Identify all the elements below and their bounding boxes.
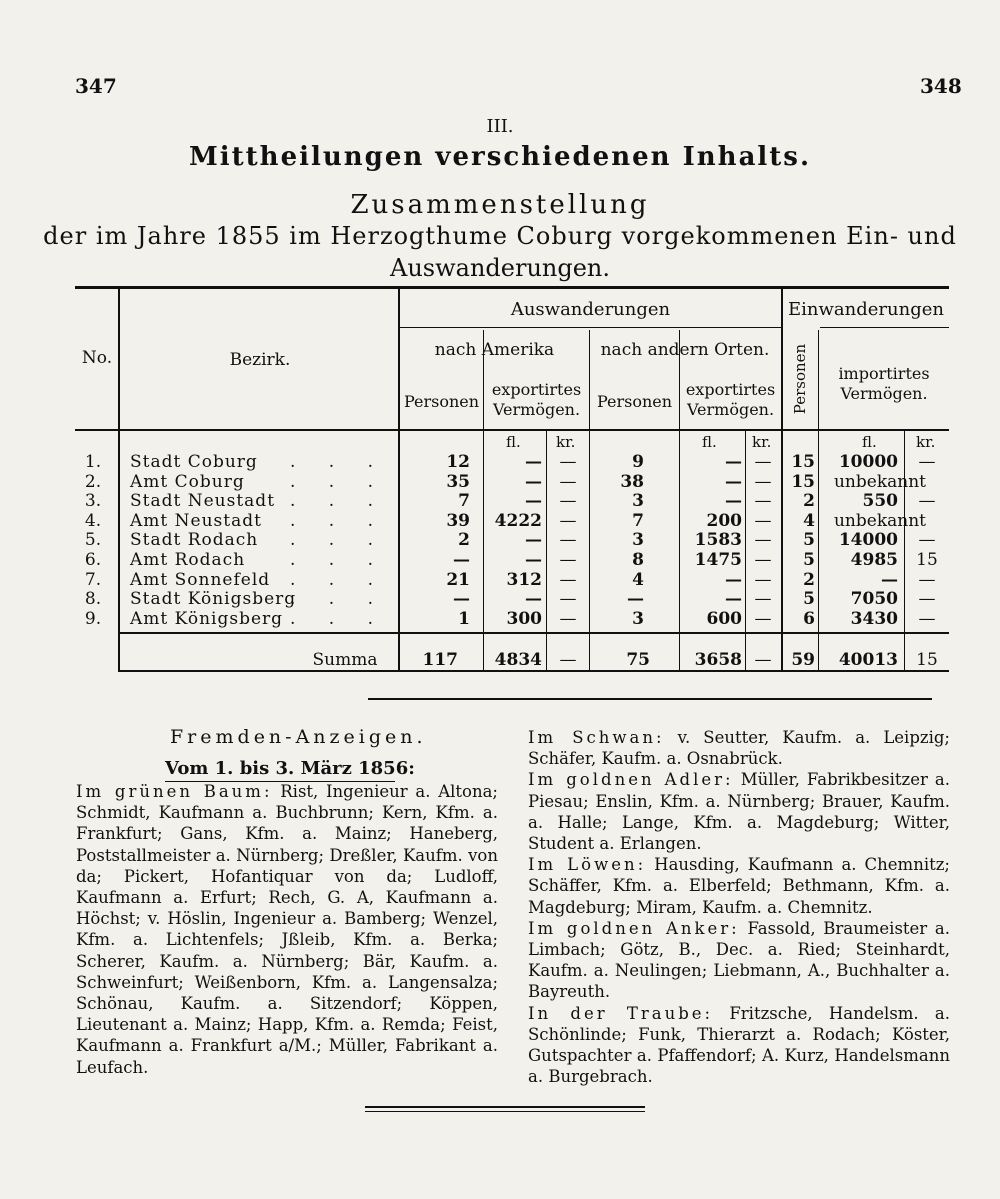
leader-dots: . . . [290,608,388,629]
header-nach-amerika: nach Amerika [434,340,555,360]
row-orten-kr: — [754,530,772,551]
row-amerika-kr: — [559,569,577,590]
header-no: No. [81,348,113,368]
header-exportirtes-line1: exportirtes [685,380,776,399]
row-amerika-personen: 12 [446,452,470,472]
row-no: 1. [84,452,102,472]
row-amerika-personen: 7 [458,491,470,512]
row-ein-personen: 5 [803,530,815,551]
row-amerika-fl: — [525,471,542,492]
row-orten-kr: — [754,510,772,531]
row-ein-personen: 5 [803,550,815,570]
row-no: 8. [84,589,102,610]
row-no: 5. [84,530,102,551]
header-importirtes-line1: importirtes [838,364,930,383]
row-no: 9. [84,608,102,629]
row-ein-kr: — [918,569,936,590]
row-amerika-kr: — [559,510,577,531]
header-importirtes-line2: Vermögen. [840,384,928,403]
row-orten-personen: 38 [620,471,644,492]
row-ein-kr: — [918,608,936,629]
row-ein-fl: 7050 [850,589,898,610]
row-ein-fl: 10000 [838,452,898,472]
hotel-name: Im Schwan: [528,728,665,747]
row-no: 7. [84,569,102,590]
guest-list: v. Seutter, Kaufm. a. Leipzig; Schäfer, Kaufm. a. Osnabrück. [528,728,950,769]
row-amerika-personen: — [453,550,470,570]
leader-dots: . . . [290,589,388,610]
row-amerika-personen: — [453,589,470,610]
summa-ein-fl: 40013 [838,650,898,670]
row-no: 2. [84,471,102,492]
row-amerika-kr: — [559,491,577,512]
row-bezirk: Stadt Coburg [130,452,258,472]
header-amerika-personen: Personen [403,392,480,411]
leader-dots: . . . [290,471,388,492]
guest-entry [528,727,950,769]
row-orten-kr: — [754,589,772,610]
leader-dots: . . . [290,452,388,472]
row-ein-fl: — [881,569,898,590]
end-rule-thin [365,1111,645,1112]
guest-list: Hausding, Kaufmann a. Chemnitz; Schäffer, Kfm. a. Elberfeld; Bethmann, Kfm. a. Magdeburg; Miram, Kaufm. a. Chemnitz. [528,855,950,917]
header-orten-exportirtes [680,380,781,420]
row-orten-kr: — [754,569,772,590]
header-ein-personen: Personen [791,343,809,415]
row-orten-fl: — [725,569,742,590]
left-column [76,781,498,1078]
row-orten-fl: 1475 [694,550,742,570]
row-amerika-fl: — [525,452,542,472]
row-orten-kr: — [754,491,772,512]
row-amerika-fl: 312 [506,569,542,590]
header-nach-andern-orten: nach andern Orten. [600,340,770,360]
summa-orten-personen: 75 [626,650,650,670]
row-amerika-fl: 4222 [494,510,542,531]
header-amerika-exportirtes [484,380,589,420]
header-bezirk: Bezirk. [229,350,291,370]
header-exportirtes-line2: Vermögen. [686,400,775,419]
leader-dots: . . . [290,530,388,551]
row-ein-kr: — [918,530,936,551]
row-ein-kr: 15 [916,550,938,570]
row-orten-personen: 7 [632,510,644,531]
row-orten-fl: 1583 [694,530,742,551]
row-amerika-kr: — [559,608,577,629]
unit-kr: kr. [916,433,936,451]
row-amerika-personen: 1 [458,608,470,629]
row-ein-fl: unbekannt [833,510,926,531]
summa-ein-personen: 59 [791,650,815,670]
row-ein-personen: 4 [803,510,815,531]
summa-ein-kr: 15 [916,650,938,670]
summa-label: Summa [312,650,378,670]
table-title: Zusammenstellung [350,190,650,220]
row-orten-personen: 3 [632,530,644,551]
row-amerika-kr: — [559,471,577,492]
row-amerika-personen: 2 [458,530,470,551]
row-ein-kr: — [918,589,936,610]
header-exportirtes-line1: exportirtes [491,380,582,399]
row-bezirk: Amt Coburg [130,471,245,492]
row-ein-kr: — [918,452,936,472]
row-ein-personen: 2 [803,491,815,512]
row-amerika-fl: — [525,530,542,551]
guest-list: Fassold, Braumeister a. Limbach; Götz, B., Dec. a. Ried; Steinhardt, Kaufm. a. Neulingen; Liebmann, A., Buchhalter a. Bayreuth. [528,918,950,1002]
row-bezirk: Stadt Rodach [130,530,259,551]
row-bezirk: Amt Rodach [130,550,246,570]
hotel-name: Im grünen Baum: [76,782,273,801]
summa-amerika-personen: 117 [422,650,458,670]
fremden-date: Vom 1. bis 3. März 1856: [165,758,415,779]
row-orten-fl: — [725,589,742,610]
row-bezirk: Stadt Königsberg [130,589,297,610]
hotel-name: Im goldnen Anker: [528,918,740,938]
row-orten-fl: — [725,471,742,492]
row-ein-fl: unbekannt [833,471,926,492]
leader-dots: . . . [290,491,388,512]
row-orten-kr: — [754,471,772,492]
row-orten-fl: 600 [706,608,742,629]
header-einwanderungen: Einwanderungen [788,299,944,320]
end-rule [365,1106,645,1108]
row-ein-fl: 4985 [850,550,898,570]
row-ein-kr: — [918,491,936,512]
row-orten-fl: — [725,491,742,512]
row-bezirk: Stadt Neustadt [130,491,276,512]
row-ein-fl: 550 [862,491,898,512]
table-subtitle: der im Jahre 1855 im Herzogthume Coburg vorgekommenen Ein- und [43,222,957,250]
unit-fl: fl. [862,433,877,451]
row-amerika-personen: 35 [446,471,470,492]
row-orten-personen: — [627,589,644,610]
leader-dots: . . . [290,550,388,570]
row-amerika-fl: — [525,589,542,610]
row-amerika-kr: — [559,530,577,551]
leader-dots: . . . [290,510,388,531]
row-ein-personen: 15 [791,452,815,472]
unit-fl: fl. [702,433,717,451]
row-orten-fl: 200 [706,510,742,531]
row-ein-personen: 15 [791,471,815,492]
summa-amerika-fl: 4834 [494,650,542,670]
row-orten-kr: — [754,452,772,472]
section-title: Mittheilungen verschiedenen Inhalts. [188,142,811,172]
unit-kr: kr. [752,433,772,451]
row-amerika-kr: — [559,589,577,610]
right-column [528,727,950,1087]
hotel-name: In der Traube: [528,1003,714,1023]
row-bezirk: Amt Neustadt [130,510,262,531]
row-amerika-personen: 39 [446,510,470,531]
row-amerika-kr: — [559,550,577,570]
row-ein-personen: 5 [803,589,815,610]
row-orten-personen: 3 [632,608,644,629]
hotel-name: Im goldnen Adler: [528,770,734,790]
guest-list: Fritzsche, Handelsm. a. Schönlinde; Funk, Thierarzt a. Rodach; Köster, Gutspachter a. Pfaffendorf; A. Kurz, Handelsmann a. Burgebrach. [528,1003,950,1087]
guest-list: Müller, Fabrikbesitzer a. Piesau; Enslin, Kfm. a. Nürnberg; Brauer, Kaufm. a. Halle; Lange, Kfm. a. Magdeburg; Witter, Student a. Erlangen. [528,770,950,854]
summa-orten-fl: 3658 [694,650,742,670]
row-amerika-fl: 300 [506,608,542,629]
page-number-left: 347 [75,74,117,98]
fremden-title: Fremden-Anzeigen. [170,726,427,748]
row-orten-personen: 3 [632,491,644,512]
page-number-right: 348 [920,74,962,98]
row-amerika-fl: — [525,491,542,512]
header-importirtes [819,364,949,404]
row-amerika-fl: — [525,550,542,570]
row-orten-kr: — [754,550,772,570]
row-ein-personen: 6 [803,608,815,629]
row-bezirk: Amt Sonnefeld [130,569,271,590]
row-orten-personen: 9 [632,452,644,472]
row-orten-personen: 4 [632,569,644,590]
table-subtitle-end: Auswanderungen. [389,254,611,282]
header-exportirtes-line2: Vermögen. [492,400,581,419]
row-orten-personen: 8 [632,550,644,570]
row-orten-fl: — [725,452,742,472]
row-ein-fl: 3430 [850,608,898,629]
row-amerika-kr: — [559,452,577,472]
unit-kr: kr. [556,433,576,451]
hotel-name: Im Löwen: [528,855,647,875]
summa-orten-kr: — [754,650,772,670]
guest-entry [528,1003,950,1088]
row-amerika-personen: 21 [446,569,470,590]
row-no: 6. [84,550,102,570]
row-no: 3. [84,491,102,512]
row-bezirk: Amt Königsberg [130,608,284,629]
guest-entry [528,854,950,918]
guest-list: Rist, Ingenieur a. Altona; Schmidt, Kaufmann a. Buchbrunn; Kern, Kfm. a. Frankfurt; Gans, Kfm. a. Mainz; Haneberg, Poststallmeister a. Nürnberg; Dreßler, Kaufm. von da; Pickert, Hofantiquar von da; Ludloff, Kaufmann a. Erfurt; Rech, G. A, Kaufmann a. Höchst; v. Höslin, Ingenieur a. Bamberg; Wenzel, Kfm. a. Lichtenfels; Jßleib, Kfm. a. Berka; Scherer, Kaufm. a. Nürnberg; Bär, Kaufm. a. Schweinfurt; Weißenborn, Kfm. a. Langensalza; Schönau, Kaufm. a. Sitzendorf; Köppen, Lieutenant a. Mainz; Happ, Kfm. a. Remda; Feist, Kaufmann a. Frankfurt a/M.; Müller, Fabrikant a. Leufach. [76,782,498,1077]
unit-fl: fl. [506,433,521,451]
guest-entry [528,918,950,1003]
row-ein-personen: 2 [803,569,815,590]
row-ein-fl: 14000 [838,530,898,551]
guest-entry [528,769,950,854]
leader-dots: . . . [290,569,388,590]
row-orten-kr: — [754,608,772,629]
header-orten-personen: Personen [596,392,673,411]
row-no: 4. [84,510,102,531]
summa-amerika-kr: — [559,650,577,670]
guest-entry [76,781,498,1078]
section-number: III. [486,116,514,137]
header-auswanderungen: Auswanderungen [510,299,671,320]
